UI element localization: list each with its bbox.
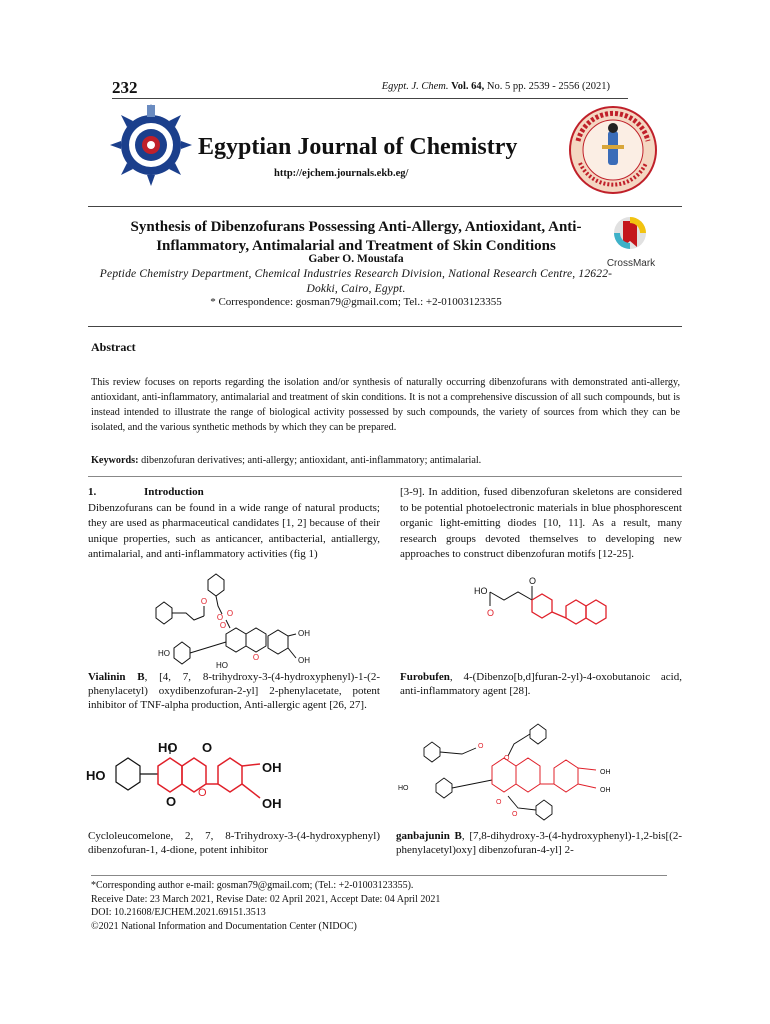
footnote-dates: Receive Date: 23 March 2021, Revise Date: 02 April 2021, Accept Date: 04 April 2021 <box>91 893 441 905</box>
compound-description: , 4-(Dibenzo[b,d]furan-2-yl)-4-oxobutanoic acid, anti-inflammatory agent [28]. <box>400 671 682 697</box>
keywords-list: dibenzofuran derivatives; anti-allergy; antioxidant, anti-inflammatory; antimalarial. <box>141 455 482 466</box>
crossmark-label: CrossMark <box>606 258 656 269</box>
struct-label: O <box>504 755 510 762</box>
citation-volume: Vol. 64, <box>451 81 485 92</box>
struct-label: O <box>166 794 177 809</box>
struct-label: O <box>496 799 502 806</box>
abstract-heading: Abstract <box>91 340 136 354</box>
compound-name: ganbajunin B <box>396 830 462 842</box>
title-rule-bottom <box>88 326 682 327</box>
struct-label: O <box>529 576 537 586</box>
title-rule-top <box>88 206 682 207</box>
struct-label: OH <box>600 787 611 794</box>
footnote-copyright: ©2021 National Information and Documentation Center (NIDOC) <box>91 920 357 932</box>
footnote-corresponding: *Corresponding author e-mail: gosman79@gmail.com; (Tel.: +2-01003123355). <box>91 880 414 891</box>
keywords <box>91 455 680 466</box>
footnote-rule <box>91 875 667 876</box>
struct-label: OH <box>298 629 310 638</box>
author-name: Gaber O. Moustafa <box>308 253 404 265</box>
ganbajunin-b-structure <box>396 722 646 828</box>
compound-name: Furobufen <box>400 671 450 683</box>
journal-title: Egyptian Journal of Chemistry <box>198 134 518 160</box>
furobufen-caption <box>400 670 682 698</box>
intro-text-left: Dibenzofurans can be found in a wide range of natural products; they are used as pharmaceutical candidates [1, 2] because of their unique properties, such as anticancer, antibacterial, antiallergy, antimalarial, and anti-inflammatory activities (fig 1) <box>88 501 380 560</box>
struct-label: O <box>202 740 213 755</box>
page-number: 232 <box>112 78 138 97</box>
compound-name: Vialinin B <box>88 671 145 683</box>
struct-label: O <box>200 597 208 606</box>
article-title: Synthesis of Dibenzofurans Possessing Anti-Allergy, Antioxidant, Anti-Inflammatory, Antimalarial and Treatment of Skin Conditions <box>130 219 582 254</box>
compound-description: Cycloleucomelone, 2, 7, 8-Trihydroxy-3-(4-hydroxyphenyl) dibenzofuran-1, 4-dione, potent inhibitor <box>88 830 380 856</box>
footnote <box>91 879 651 933</box>
vialinin-b-structure <box>150 568 320 670</box>
journal-citation <box>300 81 610 92</box>
intro-right-column: [3-9]. In addition, fused dibenzofuran skeletons are considered to be potential photoelectronic materials in blue phosphorescent organic light-emitting diodes [10, 11]. As a result, many research groups devoted themselves to developing new approaches to construct dibenzofuran motifs [12-25]. <box>400 486 682 560</box>
compound-description: , [4, 7, 8-trihydroxy-3-(4-hydroxyphenyl)-1-(2-phenylacetyl) oxydibenzofuran-2-yl] 2-phenylacetate, potent inhibitor of TNF-alpha production, Anti-allergic agent [26, 27]. <box>88 671 380 711</box>
correspondence: * Correspondence: gosman79@gmail.com; Tel.: +2-01003123355 <box>210 296 502 308</box>
furobufen-structure <box>462 570 642 642</box>
struct-label: OH <box>298 656 310 665</box>
struct-label: O <box>216 613 224 622</box>
struct-label: O <box>487 608 495 618</box>
struct-label: HO <box>216 661 228 670</box>
citation-pages: No. 5 pp. 2539 - 2556 (2021) <box>486 81 610 92</box>
vialinin-b-caption <box>88 670 380 712</box>
intro-left-column <box>88 485 380 563</box>
struct-label: O <box>219 621 227 630</box>
struct-label: O <box>252 653 260 662</box>
journal-logo <box>108 100 194 186</box>
struct-label: O <box>198 787 207 799</box>
section-number: 1. <box>88 486 97 498</box>
cycloleucomelone-caption <box>88 829 380 857</box>
chemical-society-logo <box>566 105 660 195</box>
section-heading <box>88 485 380 501</box>
compound-description: , [7,8-dihydroxy-3-(4-hydroxyphenyl)-1,2-bis[(2-phenylacetyl)oxy] dibenzofuran-4-yl] 2- <box>396 830 682 856</box>
struct-label: O <box>478 743 484 750</box>
ganbajunin-b-caption <box>396 829 682 857</box>
keywords-label: Keywords: <box>91 455 139 466</box>
section-title: Introduction <box>144 486 204 498</box>
struct-label: OH <box>262 796 282 811</box>
struct-label: OH <box>600 769 611 776</box>
footnote-doi: DOI: 10.21608/EJCHEM.2021.69151.3513 <box>91 907 266 918</box>
struct-label: OH <box>262 760 282 775</box>
struct-label: HO <box>474 586 488 596</box>
citation-journal: Egypt. J. Chem. <box>381 81 449 92</box>
abstract-rule <box>88 476 682 477</box>
struct-label: HO <box>398 785 409 792</box>
struct-label: O <box>226 609 234 618</box>
struct-label: HO <box>86 768 106 783</box>
cycloleucomelone-structure <box>86 736 316 836</box>
struct-label: HO <box>158 740 178 755</box>
header-rule <box>112 98 628 99</box>
journal-url[interactable]: http://ejchem.journals.ekb.eg/ <box>274 168 409 179</box>
abstract-text: This review focuses on reports regarding the isolation and/or synthesis of naturally occurring dibenzofurans with demonstrated anti-allergy, antioxidant, anti-inflammatory, antimalarial and treatment of skin conditions. It is not a comprehensive discussion of all such compounds, but is instead intended to illustrate the range of biological activity possessed by such compounds, the variety of sources from which they can be isolated, and the various synthetic methods by which they can be prepared. <box>91 377 680 433</box>
struct-label: HO <box>158 649 170 658</box>
struct-label: O <box>512 811 518 818</box>
author-affiliation: Peptide Chemistry Department, Chemical Industries Research Division, National Research Centre, 12622-Dokki, Cairo, Egypt. <box>99 268 613 295</box>
